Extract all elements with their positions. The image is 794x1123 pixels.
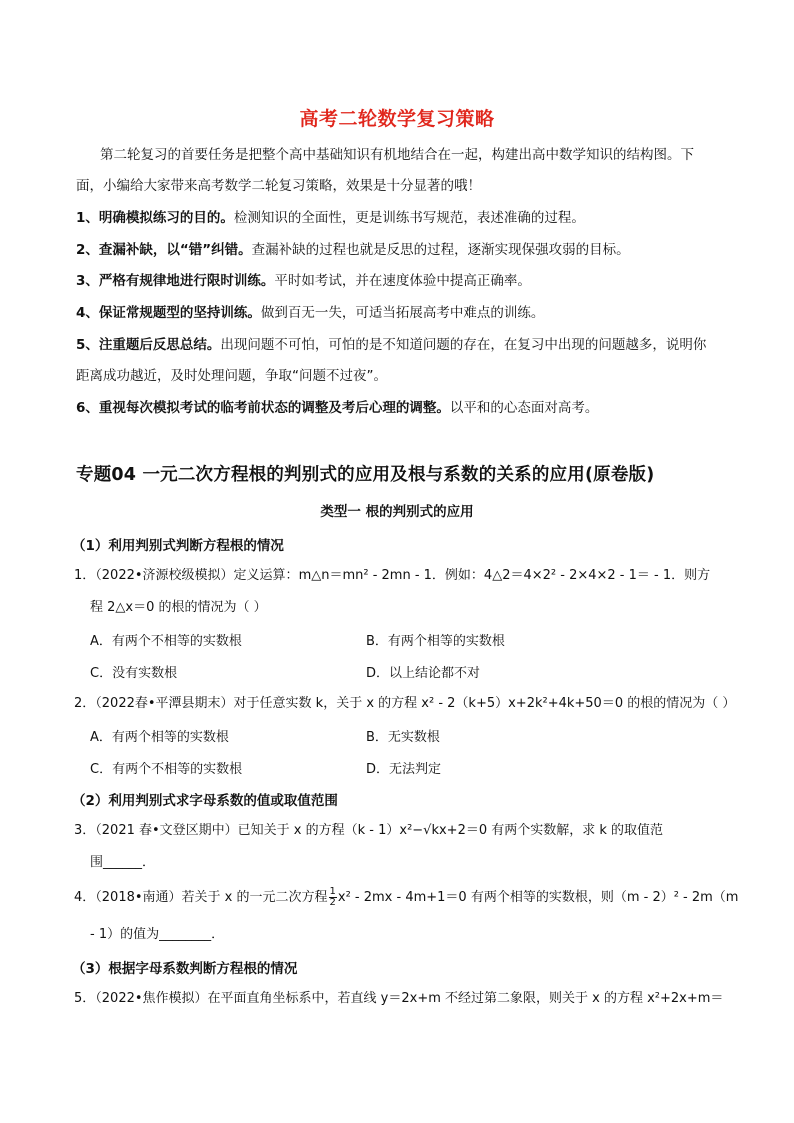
intro-line-2: 面，小编给大家带来高考数学二轮复习策略，效果是十分显著的哦！	[76, 178, 481, 194]
question-4-number: 4．	[74, 890, 96, 905]
type-heading: 类型一 根的判别式的应用	[320, 504, 474, 520]
question-1-option-b[interactable]: B．有两个相等的实数根	[366, 634, 505, 649]
tip-5-text: 出现问题不可怕，可怕的是不知道问题的存在，在复习中出现的问题越多，说明你	[220, 337, 707, 353]
question-1-line-2: 程 2△x＝0 的根的情况为（ ）	[90, 600, 267, 615]
question-4-line-1	[74, 887, 738, 908]
tip-2	[76, 240, 630, 260]
question-1-definition: m△n＝mn² - 2mn - 1．例如：4△2＝4×2² - 2×4×2 - 1＝ - 1．则方	[298, 568, 711, 583]
question-1-source: （2022•济源校级模拟）	[95, 568, 234, 583]
question-3-line-1	[74, 821, 663, 841]
fraction-numerator: 1	[329, 886, 336, 897]
question-1-line-1	[74, 566, 710, 586]
tip-2-text: 查漏补缺的过程也就是反思的过程，逐渐实现保强攻弱的目标。	[251, 242, 630, 258]
tip-5-line-2: 距离成功越近，及时处理问题，争取“问题不过夜”。	[76, 368, 387, 384]
tip-4	[76, 303, 544, 323]
tip-6-text: 以平和的心态面对高考。	[449, 400, 599, 416]
fraction-one-half	[329, 887, 337, 908]
tip-4-text: 做到百无一失，可适当拓展高考中难点的训练。	[260, 305, 545, 321]
question-3-number: 3．	[74, 823, 96, 838]
tip-2-bold: 2、查漏补缺，以“错”纠错。	[76, 242, 252, 258]
section-2-heading: （2）利用判别式求字母系数的值或取值范围	[72, 793, 338, 809]
question-4-text-a: （2018•南通）若关于 x 的一元二次方程	[95, 890, 328, 905]
question-2-number: 2．	[74, 696, 96, 711]
question-4-text-b: x² - 2mx - 4m+1＝0 有两个相等的实数根，则（m - 2）² - 2m（m	[337, 890, 739, 905]
intro-line-1: 第二轮复习的首要任务是把整个高中基础知识有机地结合在一起，构建出高中数学知识的结构图。下	[100, 147, 694, 163]
fraction-denominator: 2	[329, 897, 336, 908]
question-1-option-c[interactable]: C．没有实数根	[90, 666, 178, 681]
tip-1-bold: 1、明确模拟练习的目的。	[76, 210, 234, 226]
question-5-line-1	[74, 989, 723, 1009]
question-1-option-d[interactable]: D．以上结论都不对	[366, 666, 481, 681]
question-5-number: 5．	[74, 991, 96, 1006]
tip-6	[76, 398, 598, 418]
tip-6-bold: 6、重视每次模拟考试的临考前状态的调整及考后心理的调整。	[76, 400, 450, 416]
question-3-line-2: 围______．	[90, 855, 156, 870]
tip-4-bold: 4、保证常规题型的坚持训练。	[76, 305, 261, 321]
question-2-option-c[interactable]: C．有两个不相等的实数根	[90, 762, 243, 777]
question-1-number: 1．	[74, 568, 96, 583]
tip-3-bold: 3、严格有规律地进行限时训练。	[76, 273, 275, 289]
question-3-text: （2021 春•文登区期中）已知关于 x 的方程（k - 1）x²−√kx+2＝0 有两个实数解，求 k 的取值范	[95, 823, 664, 838]
question-2-option-d[interactable]: D．无法判定	[366, 762, 442, 777]
question-1-option-a[interactable]: A．有两个不相等的实数根	[90, 634, 242, 649]
tip-1	[76, 208, 585, 228]
page-title: 高考二轮数学复习策略	[299, 108, 495, 130]
section-3-heading: （3）根据字母系数判断方程根的情况	[72, 961, 298, 977]
section-1-heading: （1）利用判别式判断方程根的情况	[72, 538, 284, 554]
question-1-text-a: 定义运算：	[233, 568, 299, 583]
question-2-text: （2022春•平潭县期末）对于任意实数 k，关于 x 的方程 x² - 2（k+5）x+2k²+4k+50＝0 的根的情况为（ ）	[95, 696, 736, 711]
question-2-option-b[interactable]: B．无实数根	[366, 730, 440, 745]
tip-1-text: 检测知识的全面性，更是训练书写规范，表述准确的过程。	[233, 210, 585, 226]
tip-3-text: 平时如考试，并在速度体验中提高正确率。	[274, 273, 531, 289]
topic-heading: 专题04 一元二次方程根的判别式的应用及根与系数的关系的应用(原卷版)	[76, 465, 655, 485]
question-2-option-a[interactable]: A．有两个相等的实数根	[90, 730, 229, 745]
question-4-line-2: - 1）的值为________．	[90, 927, 225, 942]
tip-3	[76, 271, 531, 291]
question-2-line-1	[74, 694, 735, 714]
question-5-text: （2022•焦作模拟）在平面直角坐标系中，若直线 y＝2x+m 不经过第二象限，则关于 x 的方程 x²+2x+m＝	[95, 991, 724, 1006]
tip-5-bold: 5、注重题后反思总结。	[76, 337, 221, 353]
tip-5	[76, 335, 706, 355]
